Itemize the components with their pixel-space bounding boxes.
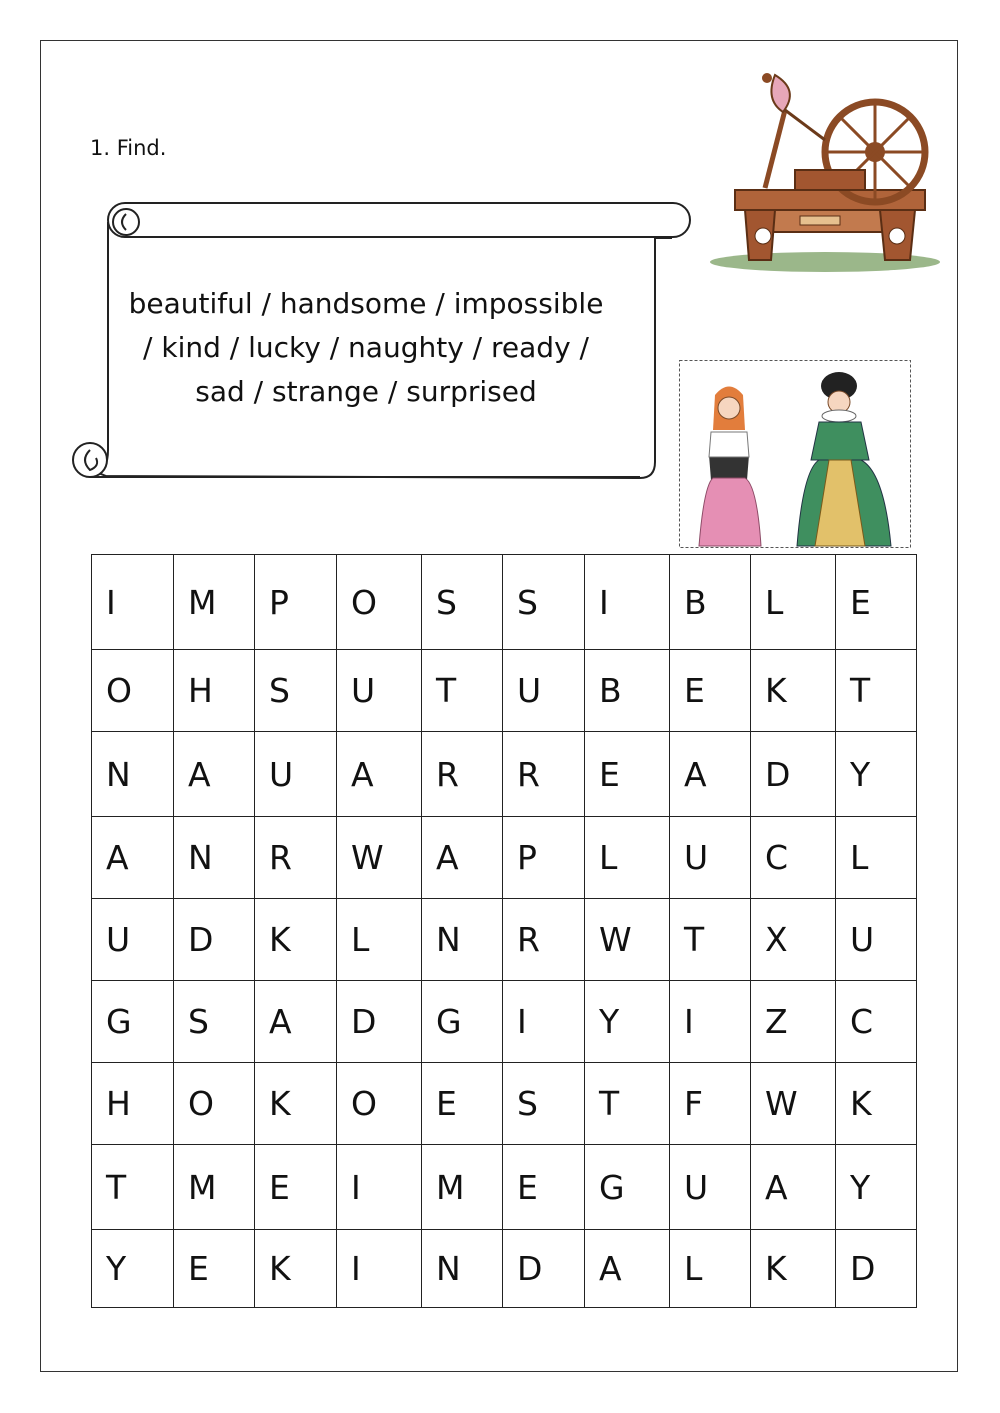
grid-cell[interactable]: R [422,732,503,817]
grid-cell[interactable]: G [92,981,174,1063]
grid-cell[interactable]: U [836,899,917,981]
grid-cell[interactable]: H [174,650,255,732]
grid-cell[interactable]: L [585,817,670,899]
grid-cell[interactable]: D [836,1230,917,1308]
grid-cell[interactable]: K [751,650,836,732]
grid-cell[interactable]: E [422,1063,503,1145]
grid-cell[interactable]: T [670,899,751,981]
grid-cell[interactable]: U [92,899,174,981]
grid-cell[interactable]: K [836,1063,917,1145]
grid-cell[interactable]: A [174,732,255,817]
grid-cell[interactable]: E [836,555,917,650]
grid-cell[interactable]: D [337,981,422,1063]
grid-cell[interactable]: L [836,817,917,899]
grid-cell[interactable]: T [92,1145,174,1230]
grid-cell[interactable]: A [92,817,174,899]
grid-cell[interactable]: S [503,1063,585,1145]
grid-cell[interactable]: N [92,732,174,817]
grid-cell[interactable]: P [255,555,337,650]
grid-cell[interactable]: E [174,1230,255,1308]
grid-cell[interactable]: S [503,555,585,650]
grid-cell[interactable]: E [585,732,670,817]
grid-cell[interactable]: A [670,732,751,817]
grid-cell[interactable]: E [670,650,751,732]
grid-cell[interactable]: G [585,1145,670,1230]
grid-cell[interactable]: K [751,1230,836,1308]
grid-cell[interactable]: A [255,981,337,1063]
grid-cell[interactable]: U [337,650,422,732]
grid-row [92,1145,917,1230]
grid-cell[interactable]: I [503,981,585,1063]
grid-cell[interactable]: U [255,732,337,817]
grid-cell[interactable]: R [503,899,585,981]
grid-cell[interactable]: H [92,1063,174,1145]
exercise-instruction: 1. Find. [90,136,167,160]
grid-cell[interactable]: M [422,1145,503,1230]
grid-cell[interactable]: W [751,1063,836,1145]
grid-row [92,732,917,817]
grid-cell[interactable]: W [585,899,670,981]
grid-cell[interactable]: F [670,1063,751,1145]
grid-cell[interactable]: E [503,1145,585,1230]
grid-cell[interactable]: Y [585,981,670,1063]
grid-cell[interactable]: N [422,899,503,981]
grid-cell[interactable]: I [337,1230,422,1308]
ladies-image [679,360,911,548]
grid-cell[interactable]: R [255,817,337,899]
grid-cell[interactable]: T [836,650,917,732]
grid-cell[interactable]: K [255,1230,337,1308]
grid-cell[interactable]: T [422,650,503,732]
spinning-wheel-image [705,70,945,280]
grid-cell[interactable]: M [174,555,255,650]
grid-cell[interactable]: Y [836,732,917,817]
word-list-line: / kind / lucky / naughty / ready / [143,331,589,364]
grid-cell[interactable]: X [751,899,836,981]
grid-cell[interactable]: D [174,899,255,981]
grid-cell[interactable]: Z [751,981,836,1063]
grid-cell[interactable]: W [337,817,422,899]
grid-cell[interactable]: N [174,817,255,899]
grid-cell[interactable]: U [670,1145,751,1230]
word-list-line: sad / strange / surprised [195,375,537,408]
grid-cell[interactable]: O [337,555,422,650]
grid-cell[interactable]: A [422,817,503,899]
grid-cell[interactable]: O [174,1063,255,1145]
grid-cell[interactable]: K [255,1063,337,1145]
grid-cell[interactable]: N [422,1230,503,1308]
grid-cell[interactable]: B [670,555,751,650]
grid-cell[interactable]: D [503,1230,585,1308]
grid-cell[interactable]: S [255,650,337,732]
grid-cell[interactable]: S [174,981,255,1063]
grid-cell[interactable]: S [422,555,503,650]
grid-row [92,1063,917,1145]
grid-cell[interactable]: I [585,555,670,650]
grid-cell[interactable]: A [585,1230,670,1308]
grid-cell[interactable]: L [751,555,836,650]
grid-cell[interactable]: B [585,650,670,732]
grid-cell[interactable]: T [585,1063,670,1145]
grid-row [92,555,917,650]
grid-row [92,650,917,732]
grid-cell[interactable]: U [503,650,585,732]
grid-cell[interactable]: A [337,732,422,817]
grid-row [92,817,917,899]
grid-cell[interactable]: U [670,817,751,899]
grid-cell[interactable]: O [337,1063,422,1145]
grid-cell[interactable]: G [422,981,503,1063]
grid-cell[interactable]: A [751,1145,836,1230]
grid-cell[interactable]: L [337,899,422,981]
grid-cell[interactable]: I [670,981,751,1063]
word-list-line: beautiful / handsome / impossible [128,287,604,320]
grid-cell[interactable]: I [337,1145,422,1230]
grid-cell[interactable]: C [751,817,836,899]
grid-cell[interactable]: I [92,555,174,650]
grid-cell[interactable]: K [255,899,337,981]
grid-cell[interactable]: Y [92,1230,174,1308]
word-list [112,282,620,414]
grid-cell[interactable]: C [836,981,917,1063]
word-search-grid [91,554,917,1308]
grid-cell[interactable]: O [92,650,174,732]
grid-cell[interactable]: R [503,732,585,817]
grid-row [92,1230,917,1308]
grid-cell[interactable]: D [751,732,836,817]
grid-cell[interactable]: P [503,817,585,899]
grid-row [92,899,917,981]
grid-cell[interactable]: E [255,1145,337,1230]
grid-cell[interactable]: Y [836,1145,917,1230]
grid-cell[interactable]: M [174,1145,255,1230]
grid-row [92,981,917,1063]
grid-cell[interactable]: L [670,1230,751,1308]
